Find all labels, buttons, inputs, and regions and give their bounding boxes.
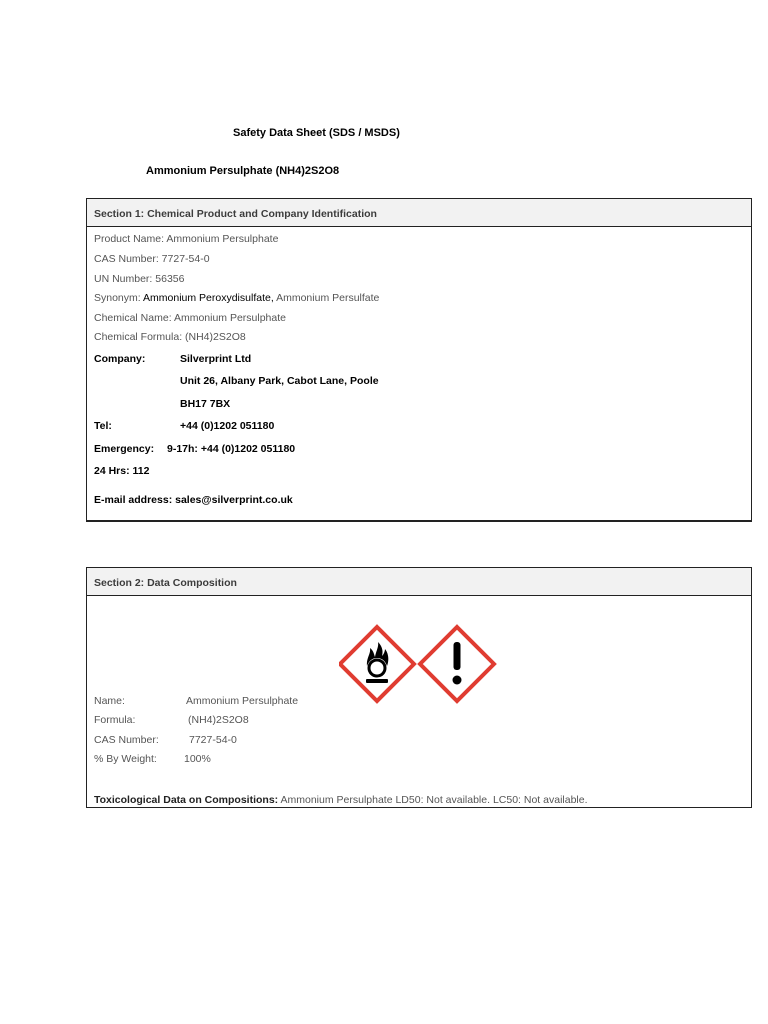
section-1-header: Section 1: Chemical Product and Company Identification <box>87 199 751 227</box>
composition-name-value: Ammonium Persulphate <box>186 695 299 707</box>
ghs-pictograms <box>339 624 499 704</box>
company-address-line2: BH17 7BX <box>180 398 231 410</box>
flame-over-circle-oxidizer-icon <box>339 624 499 704</box>
composition-weight-label: % By Weight: <box>94 753 157 765</box>
chemical-name: Chemical Name: Ammonium Persulphate <box>94 312 286 324</box>
document-subtitle: Ammonium Persulphate (NH4)2S2O8 <box>146 165 340 177</box>
emergency-label: Emergency: <box>94 443 155 455</box>
toxicological-label: Toxicological Data on Compositions: <box>94 794 279 806</box>
company-label: Company: <box>94 353 146 365</box>
email-address: E-mail address: sales@silverprint.co.uk <box>94 494 293 506</box>
composition-cas-value: 7727-54-0 <box>189 734 237 746</box>
section-2-header: Section 2: Data Composition <box>87 568 751 596</box>
chemical-formula: Chemical Formula: (NH4)2S2O8 <box>94 331 246 343</box>
emergency-24hrs: 24 Hrs: 112 <box>94 465 150 477</box>
tel-value: +44 (0)1202 051180 <box>180 420 275 432</box>
synonym-line <box>94 292 379 304</box>
section-1-box <box>86 198 752 522</box>
tel-label: Tel: <box>94 420 112 432</box>
cas-number: CAS Number: 7727-54-0 <box>94 253 210 265</box>
composition-name-label: Name: <box>94 695 125 707</box>
product-name: Product Name: Ammonium Persulphate <box>94 233 279 245</box>
composition-formula-value: (NH4)2S2O8 <box>188 714 249 726</box>
synonym-label: Synonym: <box>94 292 141 304</box>
synonym-secondary: Ammonium Persulfate <box>276 292 380 304</box>
toxicological-data <box>94 794 588 806</box>
section-2-box <box>86 567 752 808</box>
synonym-primary: Ammonium Peroxydisulfate, <box>143 292 274 304</box>
document-title: Safety Data Sheet (SDS / MSDS) <box>233 127 400 139</box>
composition-cas-label: CAS Number: <box>94 734 159 746</box>
un-number: UN Number: 56356 <box>94 273 185 285</box>
composition-weight-value: 100% <box>184 753 211 765</box>
company-name: Silverprint Ltd <box>180 353 252 365</box>
company-address-line1: Unit 26, Albany Park, Cabot Lane, Poole <box>180 375 379 387</box>
composition-formula-label: Formula: <box>94 714 136 726</box>
toxicological-value: Ammonium Persulphate LD50: Not available. LC50: Not available. <box>280 794 588 806</box>
emergency-value: 9-17h: +44 (0)1202 051180 <box>167 443 296 455</box>
